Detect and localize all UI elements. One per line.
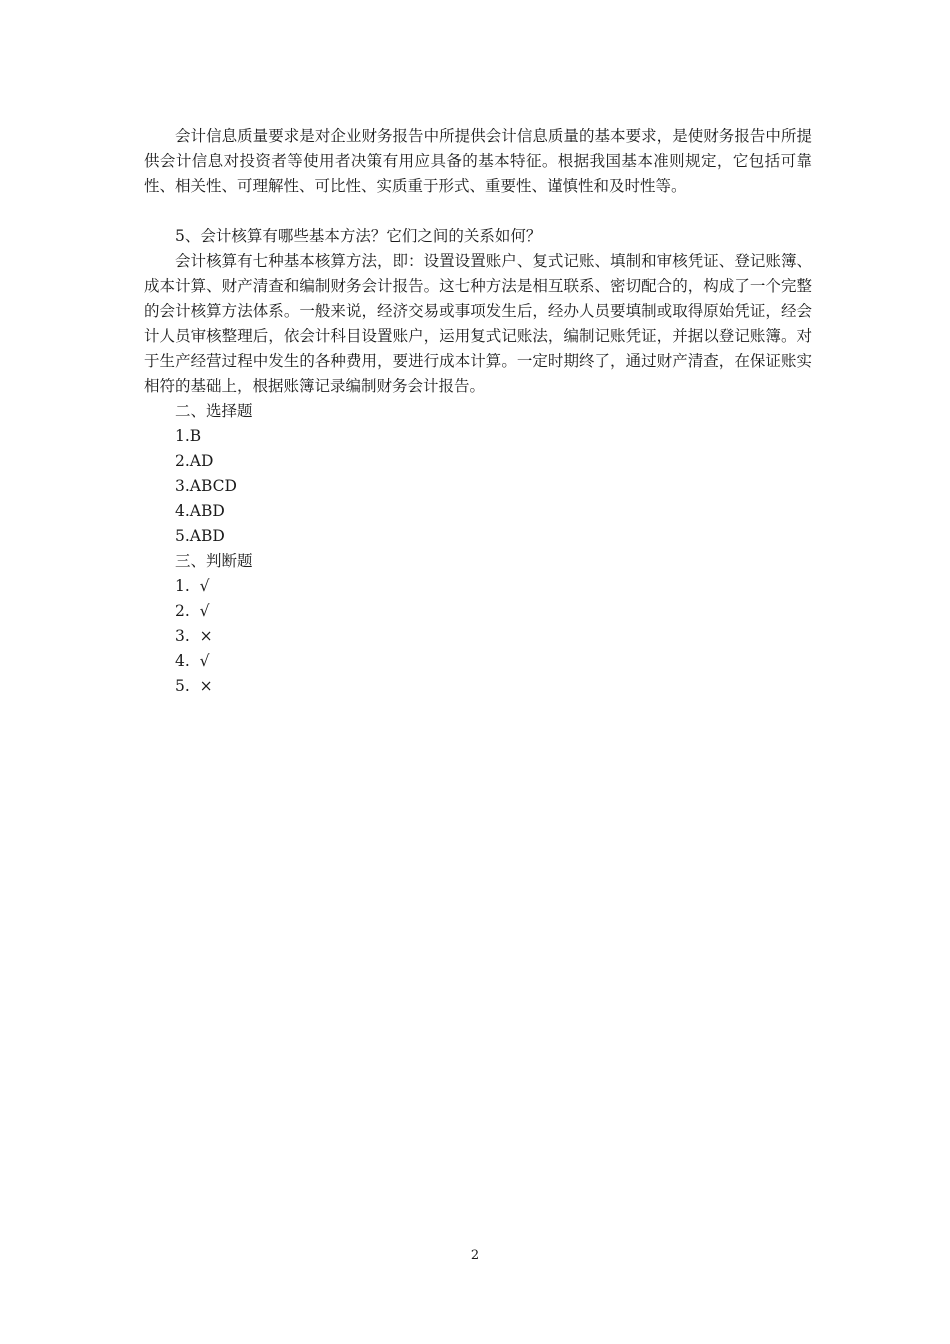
question-5-title: 5、会计核算有哪些基本方法？它们之间的关系如何？ xyxy=(175,227,542,245)
judge-section xyxy=(144,549,812,699)
judge-answer-2: 2. √ xyxy=(175,602,210,620)
choice-section xyxy=(144,399,812,549)
paragraph-quality-requirements: 会计信息质量要求是对企业财务报告中所提供会计信息质量的基本要求，是使财务报告中所提供会计信息对投资者等使用者决策有用应具备的基本特征。根据我国基本准则规定，它包括可靠性、相关性、可理解性、可比性、实质重于形式、重要性、谨慎性和及时性等。 xyxy=(144,127,812,195)
choice-answer-4: 4.ABD xyxy=(175,502,225,520)
choice-answer-1: 1.B xyxy=(175,427,202,445)
judge-answer-5: 5. × xyxy=(175,677,213,695)
judge-answer-3: 3. × xyxy=(175,627,213,645)
choice-heading: 二、选择题 xyxy=(175,402,253,420)
choice-answer-2: 2.AD xyxy=(175,452,214,470)
question-5-answer: 会计核算有七种基本核算方法，即：设置设置账户、复式记账、填制和审核凭证、登记账簿、成本计算、财产清查和编制财务会计报告。这七种方法是相互联系、密切配合的，构成了一个完整的会计核算方法体系。一般来说，经济交易或事项发生后，经办人员要填制或取得原始凭证，经会计人员审核整理后，依会计科目设置账户，运用复式记账法，编制记账凭证，并据以登记账簿。对于生产经营过程中发生的各种费用，要进行成本计算。一定时期终了，通过财产清查，在保证账实相符的基础上，根据账簿记录编制财务会计报告。 xyxy=(144,252,812,395)
paragraph-spacer xyxy=(144,199,812,224)
choice-answer-5: 5.ABD xyxy=(175,527,225,545)
judge-answer-1: 1. √ xyxy=(175,577,210,595)
choice-answer-3: 3.ABCD xyxy=(175,477,237,495)
page-content xyxy=(144,124,812,699)
judge-answer-4: 4. √ xyxy=(175,652,210,670)
page-number: 2 xyxy=(470,1248,480,1263)
judge-heading: 三、判断题 xyxy=(175,552,253,570)
